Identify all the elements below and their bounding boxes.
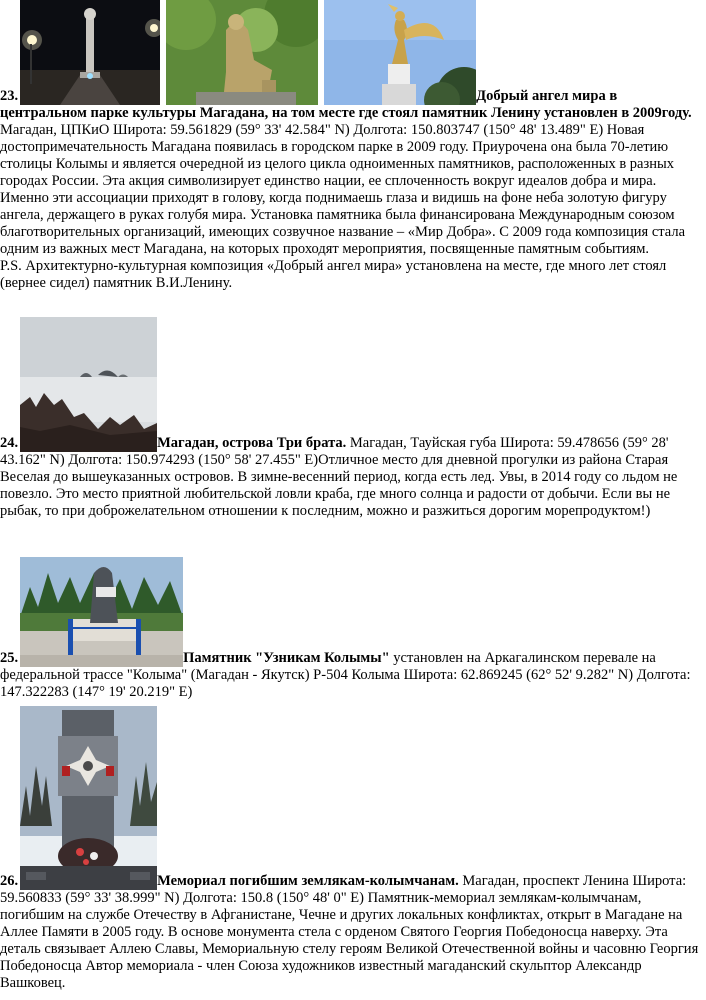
- entry-title: Памятник "Узникам Колымы": [183, 650, 390, 666]
- entry-24: [0, 317, 706, 520]
- entry-body: Магадан, проспект Ленина Широта: 59.560833 (59° 33' 38.999" N) Долгота: 150.8 (150° 48' 0" E) Памятник-мемориал землякам-колымчанам, погибшим на службе Отечеству в Афганистане, Чечне и других локальных конфликтах, открыт в Магадане на Аллее Памяти в 2005 году. В основе монумента стела с орденом Святого Георгия Победоносца наверху. Эта деталь связывает Аллею Славы, Мемориальную стелу героям Великой Отечественной войны и часовню Георгия Победоносца Автор мемориала - член Союза художников известный магаданский скульптор Александр Вашковец.: [0, 873, 699, 991]
- entry-25: [0, 557, 706, 701]
- entry-number: 23.: [0, 88, 19, 104]
- entry-title: Добрый ангел мира в центральном парке культуры Магадана, на том месте где стоял памятник Ленину установлен в 2009году.: [0, 88, 692, 121]
- entry-title: Мемориал погибшим землякам-колымчанам.: [157, 873, 459, 889]
- photo-memorial-stele: [20, 706, 157, 890]
- entry-23-text: [0, 0, 706, 258]
- entry-body: установлен на Аркагалинском перевале на федеральной трассе "Колыма" (Магадан - Якутск) Р-504 Колыма Широта: 62.869245 (62° 52' 9.282" N) Долгота: 147.322283 (147° 19' 20.219" E): [0, 650, 691, 700]
- entry-24-text: [0, 317, 706, 520]
- photo-prisoners-monument: [20, 557, 183, 667]
- entry-number: 25.: [0, 650, 19, 666]
- entry-26-text: [0, 706, 706, 992]
- entry-title: Магадан, острова Три брата.: [157, 435, 347, 451]
- entry-25-text: [0, 557, 706, 701]
- photo-three-brothers-islands: [20, 317, 157, 452]
- entry-body: Магадан, Тауйская губа Широта: 59.478656 (59° 28' 43.162" N) Долгота: 150.974293 (150° 58' 27.455" E)Отличное место для дневной прогулки из района Старая Веселая до вышеуказанных островов. В зимне-весенний период, когда есть лед. Увы, в 2014 году со льдом не повезло. Это место приятной любительской ловли краба, где много солнца и радости от добычи. Если вы не рыбак, то при доброжелательном отношении к последним, можно и разжиться дорогим морепродуктом!): [0, 435, 678, 519]
- entry-26: [0, 706, 706, 992]
- entry-body: Магадан, ЦПКиО Широта: 59.561829 (59° 33' 42.584" N) Долгота: 150.803747 (150° 48' 13.489" E) Новая достопримечательность Магадана появилась в городском парке в 2009 году. Приурочена она была 70-летию столицы Колымы и является очередной из целого цикла одноименных памятников, расположенных в разных городах России. Эта акция символизирует единство нации, ее сплоченность вокруг идеалов добра и мира. Именно эти ассоциации приходят в голову, когда поднимаешь глаза и видишь на фоне неба золотую фигуру ангела, держащего в руках голубя мира. Установка памятника была финансирована Международным союзом благотворительных организаций, имеющих созвучное название – «Мир Добра». С 2009 года композиция стала одним из важных мест Магадана, на которых проходят мероприятия, посвященные памятным событиям.: [0, 122, 686, 257]
- entry-number: 26.: [0, 873, 19, 889]
- photo-park-night-obelisk: [20, 0, 160, 105]
- photo-angel-statue: [324, 0, 476, 105]
- photo-lenin-statue: [166, 0, 318, 105]
- entry-number: 24.: [0, 435, 19, 451]
- entry-ps: P.S. Архитектурно-культурная композиция «Добрый ангел мира» установлена на месте, где много лет стоял (вернее сидел) памятник В.И.Ленину.: [0, 258, 667, 291]
- entry-23: [0, 0, 706, 292]
